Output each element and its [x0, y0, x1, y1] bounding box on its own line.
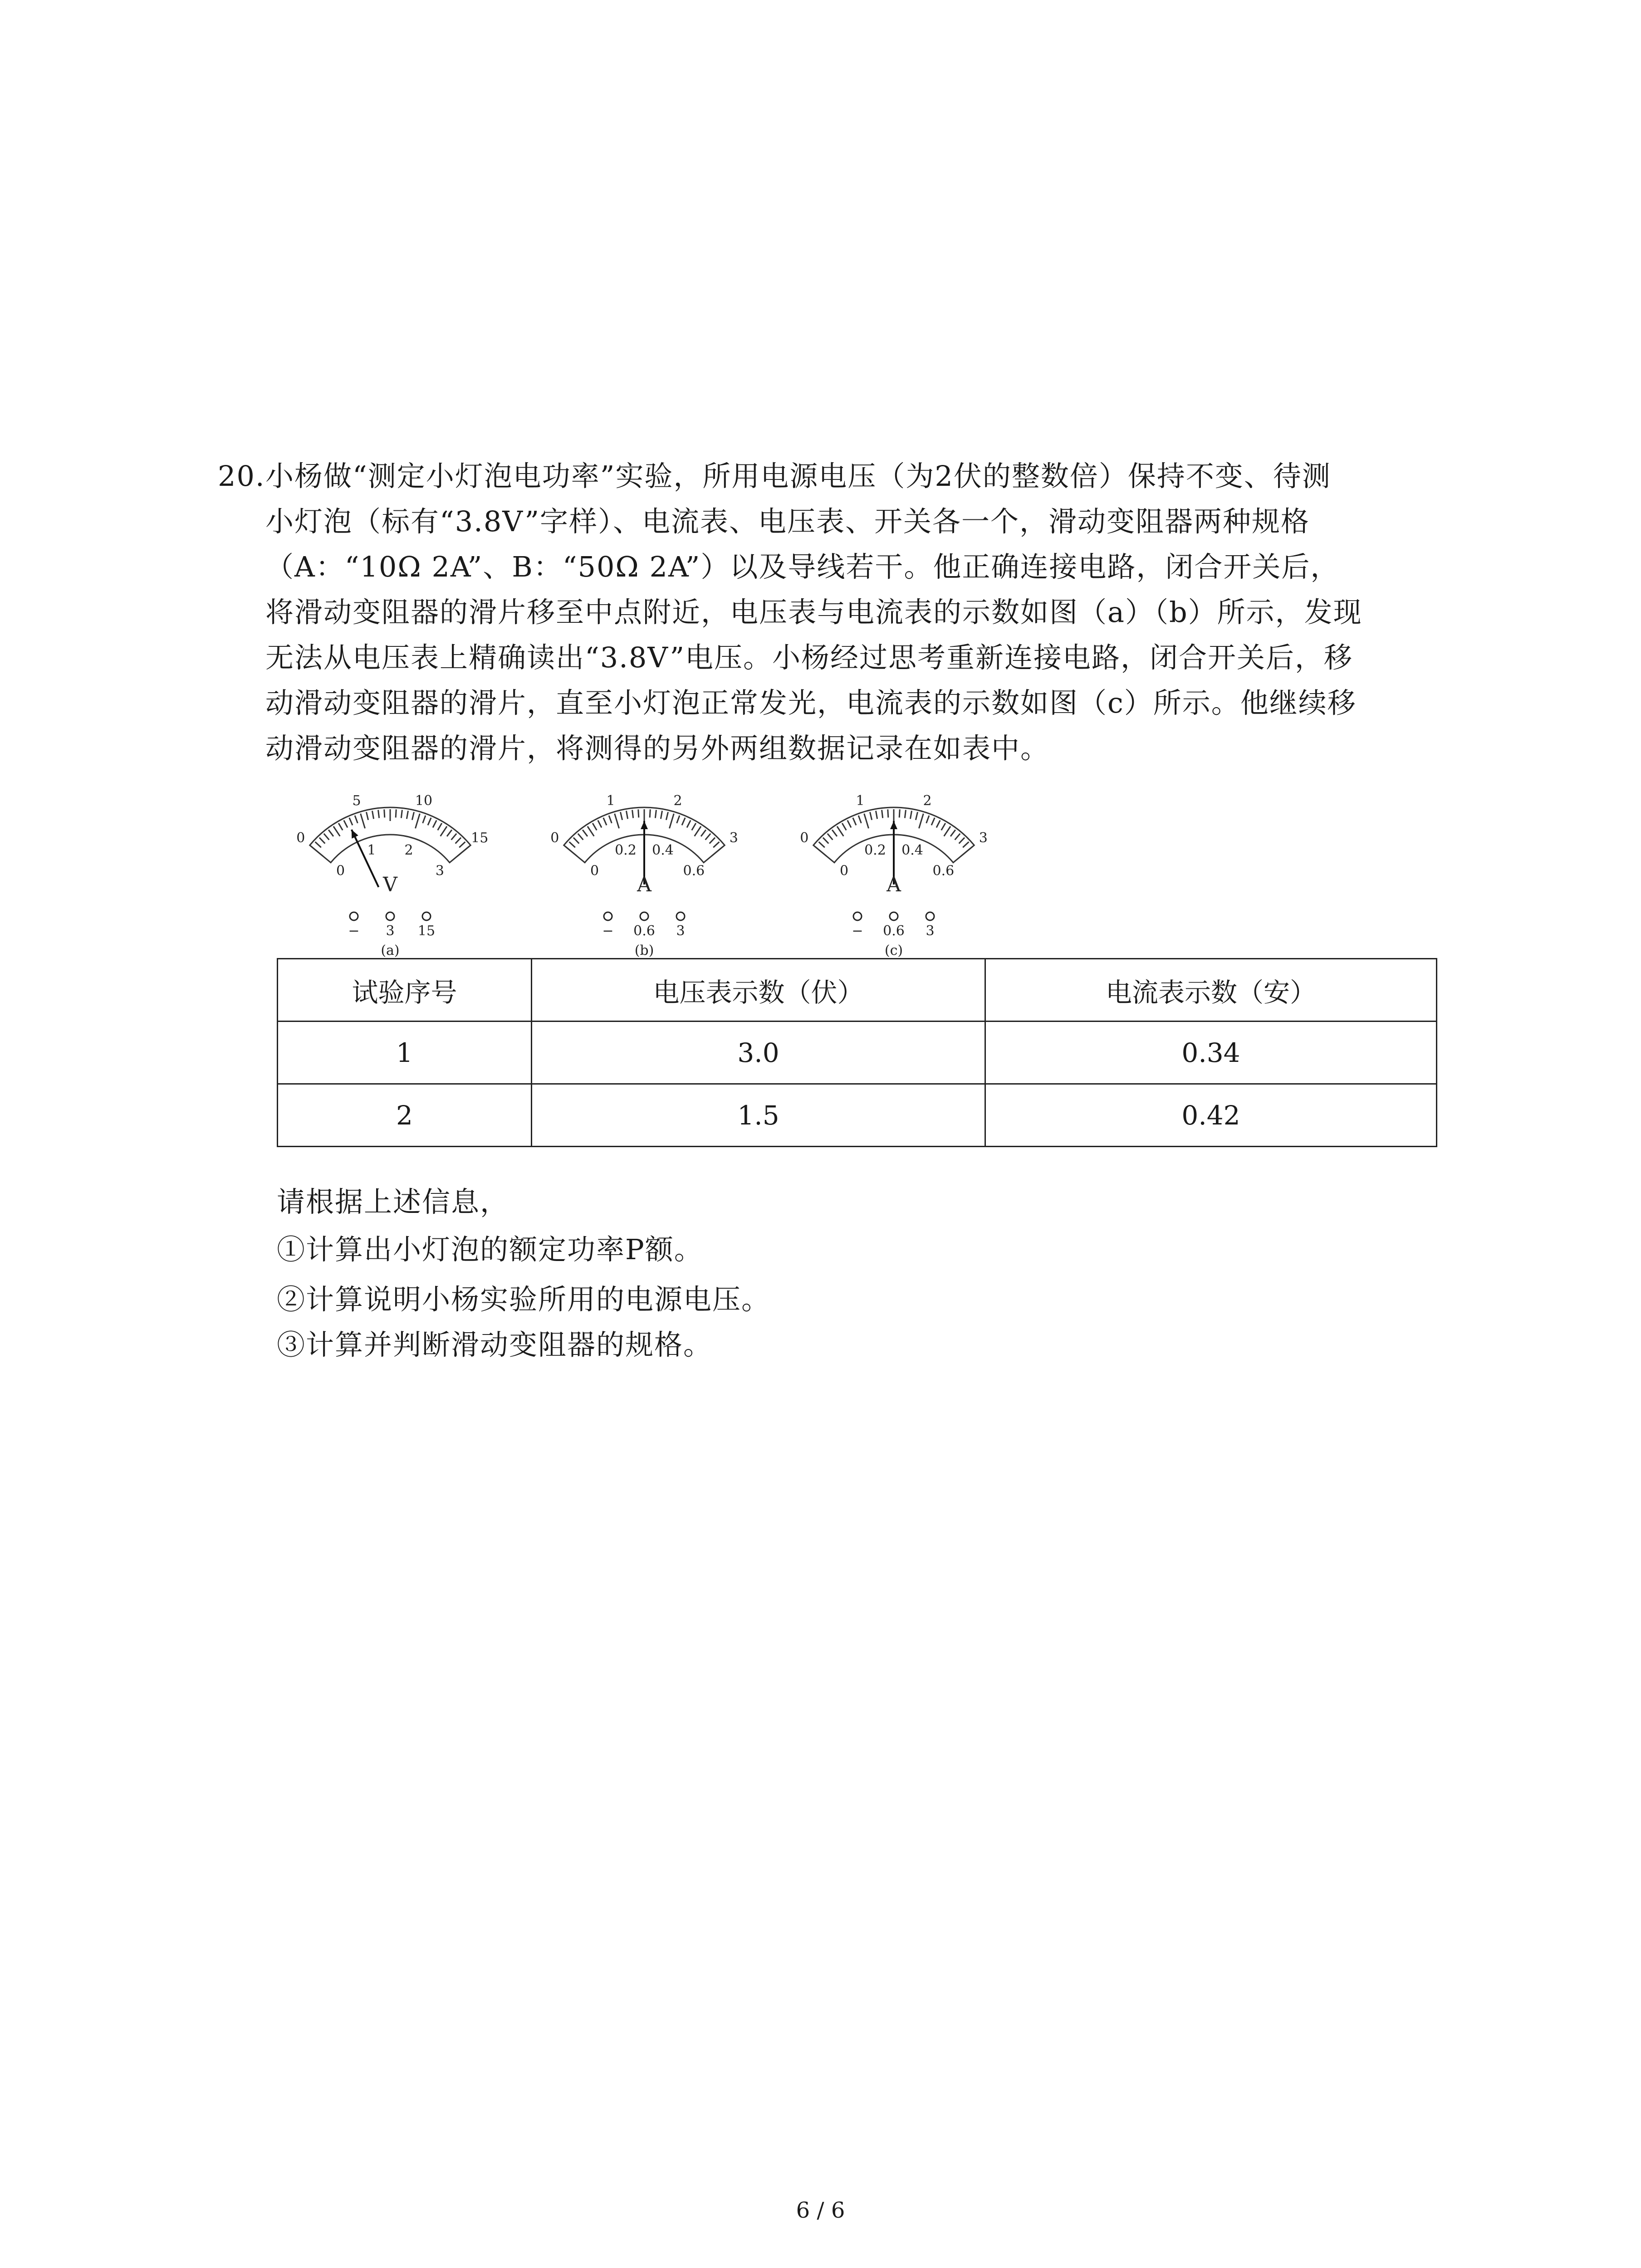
subquestion-intro: 请根据上述信息， [277, 1185, 509, 1218]
question-line: 将滑动变阻器的滑片移至中点附近，电压表与电流表的示数如图（a）（b）所示，发现 [265, 596, 1362, 629]
outer-tick-label: 0 [550, 830, 559, 846]
inner-tick-label: 0 [336, 863, 345, 879]
inner-tick-label: 1 [367, 842, 376, 859]
terminal-post [350, 912, 358, 920]
scale-tick [847, 820, 851, 827]
scale-tick [832, 830, 837, 836]
question-line: 动滑动变阻器的滑片，直至小灯泡正常发光，电流表的示数如图（c）所示。他继续移 [265, 686, 1357, 719]
scale-tick [870, 812, 872, 820]
table-cell: 0.34 [985, 1022, 1437, 1084]
inner-tick-label: 0.6 [683, 863, 705, 879]
scale-tick [905, 810, 906, 818]
terminal-post [676, 912, 685, 920]
scale-tick [876, 811, 877, 819]
scale-tick [620, 812, 622, 820]
table-cell: 1 [278, 1022, 532, 1084]
scale-tick [705, 834, 711, 840]
meter-dial [800, 793, 988, 958]
scale-tick [858, 816, 861, 823]
table-cell: 0.42 [985, 1084, 1437, 1147]
scale-tick [638, 809, 639, 817]
scale-tick [950, 830, 955, 836]
data-table [277, 958, 1437, 1147]
scale-tick [941, 823, 945, 831]
scale-tick [609, 816, 612, 823]
terminal-post [926, 912, 934, 920]
scale-tick [457, 846, 469, 856]
table-header: 试验序号 [278, 959, 532, 1022]
scale-tick [669, 814, 674, 829]
outer-tick-label: 5 [352, 792, 361, 809]
scale-tick [447, 830, 452, 836]
inner-tick-label: 0.4 [901, 842, 923, 859]
figure-label: (c) [884, 943, 903, 958]
scale-tick [593, 823, 597, 831]
scale-tick [315, 842, 321, 847]
outer-tick-label: 2 [923, 792, 932, 809]
outer-tick-label: 1 [606, 792, 615, 809]
meter-figures [272, 780, 998, 962]
scale-tick [682, 818, 685, 826]
question-number: 20. [218, 459, 265, 493]
scale-tick [451, 834, 457, 840]
scale-tick [344, 820, 348, 827]
scale-tick [361, 814, 365, 829]
meter-dial [550, 793, 738, 958]
scale-tick [677, 816, 680, 823]
question-line: 动滑动变阻器的滑片，将测得的另外两组数据记录在如表中。 [265, 732, 1050, 765]
scale-tick [899, 809, 900, 817]
terminal-label: − [348, 923, 360, 939]
scale-tick [864, 814, 869, 829]
needle-tip [641, 821, 648, 829]
scale-tick [355, 816, 358, 823]
terminal-label: 0.6 [883, 923, 905, 939]
question-line: 20. 小杨做“测定小灯泡电功率”实验，所用电源电压（为2伏的整数倍）保持不变、待测 [222, 454, 1447, 499]
scale-tick [433, 820, 436, 827]
scale-tick [687, 820, 691, 827]
table-row [278, 1084, 1437, 1147]
outer-tick-label: 2 [673, 792, 682, 809]
outer-tick-label: 1 [856, 792, 865, 809]
terminal-post [853, 912, 862, 920]
scale-tick [955, 834, 960, 840]
scale-tick [456, 838, 461, 844]
terminal-label: 3 [676, 923, 685, 939]
outer-tick-label: 10 [415, 792, 433, 809]
scale-tick [573, 838, 579, 844]
terminal-post [386, 912, 394, 920]
inner-tick-label: 0.4 [652, 842, 674, 859]
figure-label: (b) [634, 943, 654, 958]
outer-tick-label: 3 [729, 830, 738, 846]
meter-dial [296, 793, 488, 958]
scale-tick [378, 810, 379, 818]
scale-tick [588, 826, 594, 836]
scale-tick [961, 846, 973, 856]
scale-tick [819, 842, 825, 847]
scale-tick [936, 820, 940, 827]
scale-tick [415, 814, 420, 829]
inner-tick-label: 2 [404, 842, 413, 859]
inner-tick-label: 0 [840, 863, 849, 879]
terminal-label: − [852, 923, 863, 939]
scale-tick [401, 810, 402, 818]
outer-tick-label: 15 [471, 830, 489, 846]
scale-tick [959, 838, 965, 844]
needle-tip [890, 821, 897, 829]
scale-tick [569, 842, 575, 847]
scale-tick [603, 818, 607, 826]
scale-tick [823, 838, 828, 844]
scale-tick [711, 846, 723, 856]
voltmeter-figure-a [272, 780, 508, 962]
scale-tick [333, 826, 340, 836]
scale-tick [837, 826, 843, 836]
scale-tick [384, 809, 385, 817]
terminal-post [604, 912, 612, 920]
scale-tick [412, 812, 414, 820]
scale-tick [916, 812, 917, 820]
scale-tick [910, 811, 911, 819]
scale-tick [919, 814, 923, 829]
scale-tick [842, 823, 846, 831]
terminal-label: 3 [926, 923, 935, 939]
scale-tick [701, 830, 706, 836]
scale-tick [944, 826, 950, 836]
scale-tick [438, 823, 442, 831]
table-header-row [278, 959, 1437, 1022]
scale-tick [428, 818, 431, 826]
needle-tip [348, 828, 358, 839]
question-line: 无法从电压表上精确读出“3.8V”电压。小杨经过思考重新连接电路，闭合开关后，移 [265, 641, 1353, 674]
scale-tick [713, 842, 719, 847]
question-line: （A：“10Ω 2A”、B：“50Ω 2A”）以及导线若干。他正确连接电路，闭合开关后， [265, 550, 1340, 583]
scale-tick [695, 826, 701, 836]
inner-tick-label: 0.6 [932, 863, 955, 879]
inner-tick-label: 0 [590, 863, 599, 879]
outer-tick-label: 0 [800, 830, 809, 846]
meter-unit: V [383, 873, 397, 896]
scale-tick [963, 842, 969, 847]
scale-tick [882, 810, 883, 818]
scale-tick [853, 818, 856, 826]
scale-tick [349, 818, 353, 826]
terminal-post [422, 912, 431, 920]
subquestion-3: ③计算并判断滑动变阻器的规格。 [277, 1328, 713, 1361]
scale-tick [598, 820, 602, 827]
page-number: 6 / 6 [796, 2198, 845, 2223]
scale-tick [407, 811, 408, 819]
scale-tick [666, 812, 668, 820]
scale-tick [632, 810, 633, 818]
terminal-label: 3 [386, 923, 395, 939]
scale-tick [338, 823, 343, 831]
scale-tick [578, 834, 583, 840]
terminal-post [640, 912, 648, 920]
ammeter-figure-c [776, 780, 1012, 962]
scale-tick [565, 846, 577, 856]
terminal-label: 0.6 [633, 923, 655, 939]
scale-tick [311, 846, 323, 856]
table-row [278, 1022, 1437, 1084]
inner-tick-label: 0.2 [615, 842, 637, 859]
scale-tick [655, 810, 656, 818]
table-cell: 3.0 [532, 1022, 985, 1084]
outer-tick-label: 3 [979, 830, 988, 846]
scale-tick [626, 811, 627, 819]
scale-tick [328, 830, 333, 836]
scale-tick [828, 834, 833, 840]
scale-tick [583, 830, 588, 836]
ammeter-figure-b [526, 780, 762, 962]
terminal-label: 15 [417, 923, 436, 939]
scale-tick [423, 816, 426, 823]
question-line: 小灯泡（标有“3.8V”字样）、电流表、电压表、开关各一个，滑动变阻器两种规格 [265, 505, 1310, 538]
scale-tick [441, 826, 447, 836]
outer-tick-label: 0 [296, 830, 305, 846]
table-header: 电流表示数（安） [985, 959, 1437, 1022]
scale-tick [931, 818, 935, 826]
subquestion-2: ②计算说明小杨实验所用的电源电压。 [277, 1283, 771, 1316]
meter-unit: A [887, 873, 901, 896]
inner-tick-label: 3 [435, 863, 444, 879]
question-20 [218, 454, 1447, 771]
scale-tick [692, 823, 696, 831]
scale-tick [366, 812, 368, 820]
terminal-label: − [602, 923, 614, 939]
scale-tick [926, 816, 929, 823]
subquestion-1: ①计算出小灯泡的额定功率P额。 [277, 1233, 703, 1266]
scale-tick [372, 811, 373, 819]
scale-tick [459, 842, 465, 847]
inner-tick-label: 0.2 [864, 842, 886, 859]
scale-tick [319, 838, 325, 844]
table-header: 电压表示数（伏） [532, 959, 985, 1022]
scale-tick [661, 811, 662, 819]
scale-tick [615, 814, 619, 829]
scale-tick [815, 846, 827, 856]
terminal-post [890, 912, 898, 920]
meter-unit: A [637, 873, 652, 896]
table-cell: 1.5 [532, 1084, 985, 1147]
scale-tick [324, 834, 329, 840]
table-cell: 2 [278, 1084, 532, 1147]
scale-tick [710, 838, 715, 844]
figure-label: (a) [381, 943, 400, 958]
